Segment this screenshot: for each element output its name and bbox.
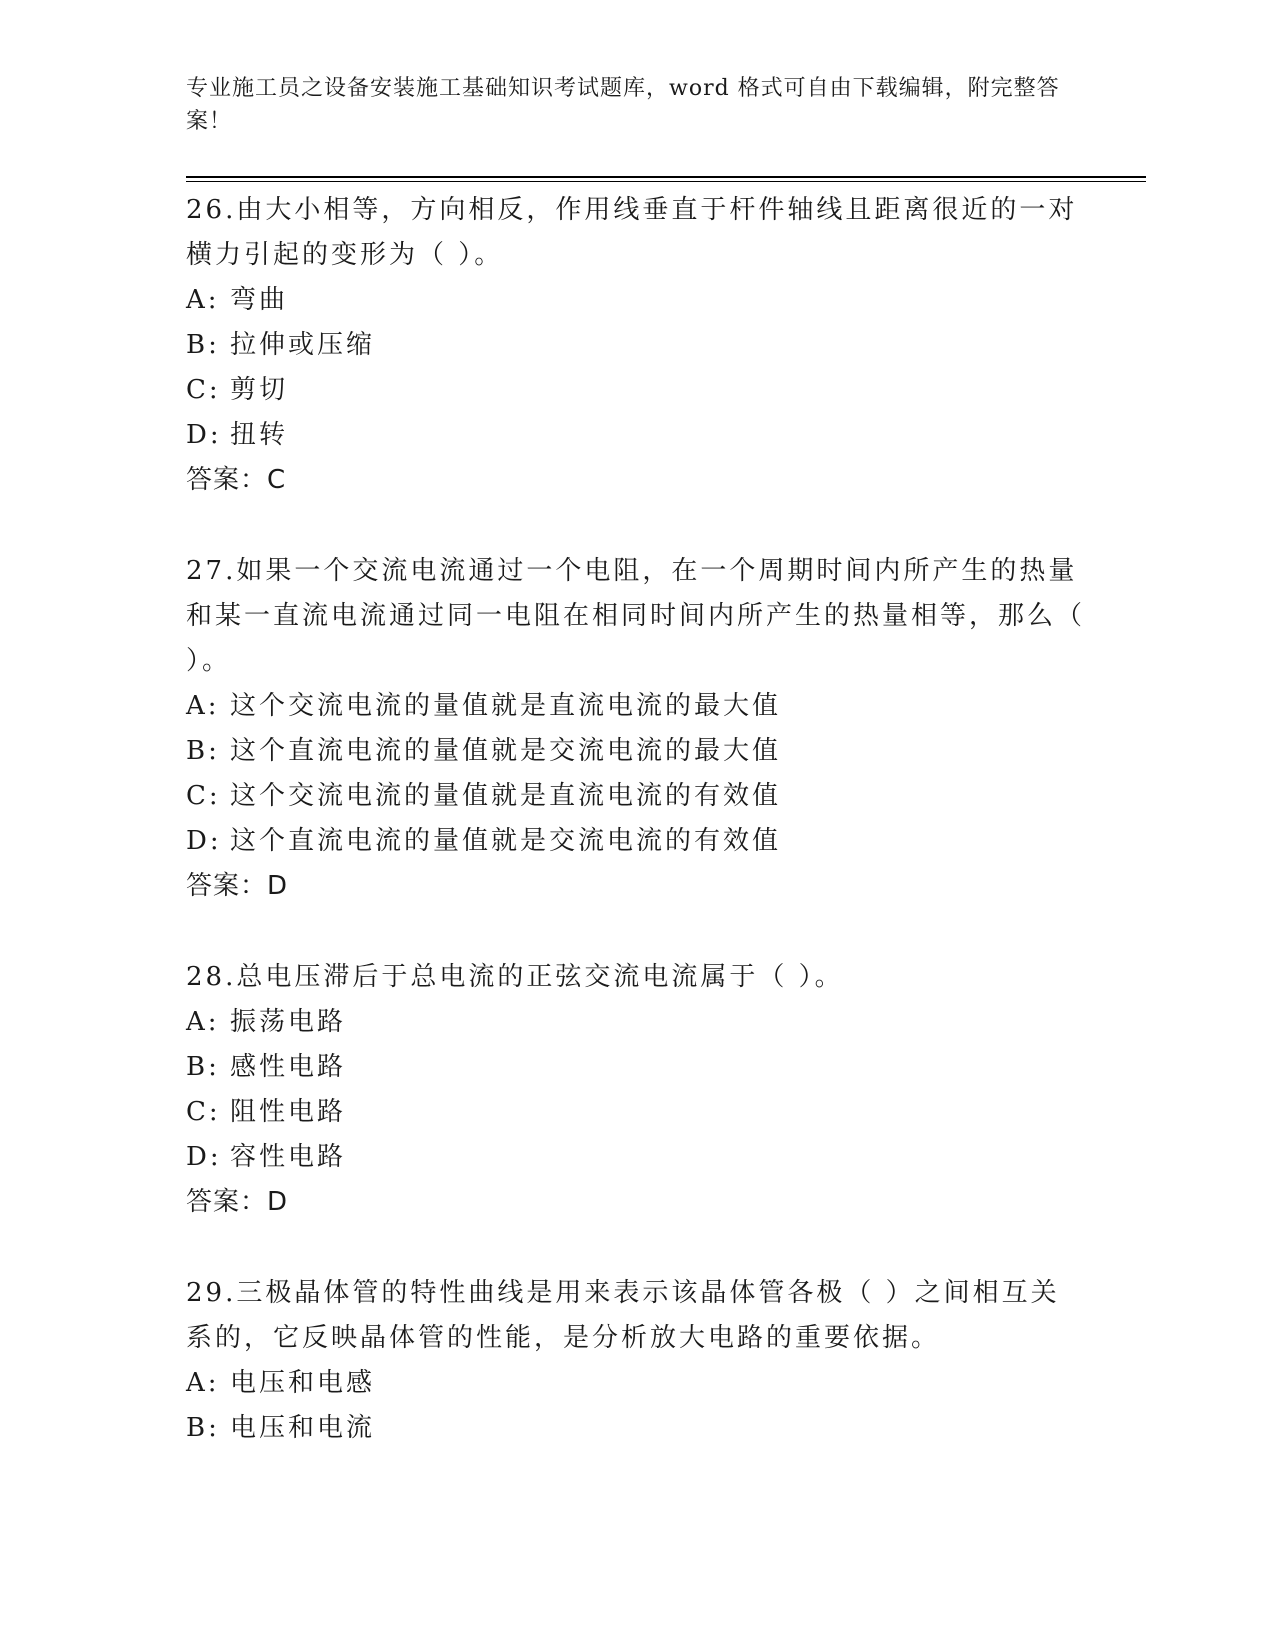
option-key: A: xyxy=(186,1368,220,1398)
option-a xyxy=(186,1000,1086,1045)
header-rule-thick xyxy=(186,176,1146,178)
option-key: B: xyxy=(186,736,220,766)
option-text: 振荡电路 xyxy=(230,1007,347,1037)
option-text: 剪切 xyxy=(230,375,289,405)
question-list xyxy=(186,188,1086,1451)
option-c xyxy=(186,1090,1086,1135)
option-b xyxy=(186,1406,1086,1451)
option-key: C: xyxy=(186,375,221,405)
option-a xyxy=(186,684,1086,729)
option-text: 阻性电路 xyxy=(230,1097,347,1127)
answer-line: 答案：D xyxy=(186,1187,289,1217)
option-text: 感性电路 xyxy=(230,1052,347,1082)
option-c xyxy=(186,368,1086,413)
option-key: A: xyxy=(186,1007,220,1037)
option-key: D: xyxy=(186,1142,222,1172)
option-text: 容性电路 xyxy=(230,1142,347,1172)
question-26 xyxy=(186,188,1086,503)
answer-line: 答案：D xyxy=(186,871,289,901)
option-key: B: xyxy=(186,1413,220,1443)
answer-line: 答案：C xyxy=(186,465,287,495)
question-stem: 26.由大小相等，方向相反，作用线垂直于杆件轴线且距离很近的一对横力引起的变形为（ ）。 xyxy=(186,195,1078,270)
option-key: D: xyxy=(186,826,222,856)
option-b xyxy=(186,1045,1086,1090)
option-key: D: xyxy=(186,420,222,450)
option-text: 这个直流电流的量值就是交流电流的最大值 xyxy=(230,736,782,766)
option-a xyxy=(186,1361,1086,1406)
question-stem: 28.总电压滞后于总电流的正弦交流电流属于（ ）。 xyxy=(186,962,844,992)
question-27 xyxy=(186,549,1086,909)
option-key: B: xyxy=(186,1052,220,1082)
option-key: C: xyxy=(186,1097,221,1127)
option-text: 这个交流电流的量值就是直流电流的最大值 xyxy=(230,691,782,721)
option-b xyxy=(186,729,1086,774)
option-text: 弯曲 xyxy=(230,285,289,315)
option-c xyxy=(186,774,1086,819)
header-rule-thin xyxy=(186,181,1146,182)
option-text: 这个直流电流的量值就是交流电流的有效值 xyxy=(230,826,782,856)
option-key: B: xyxy=(186,330,220,360)
option-b xyxy=(186,323,1086,368)
option-a xyxy=(186,278,1086,323)
question-spacer xyxy=(186,909,1086,955)
option-key: A: xyxy=(186,285,220,315)
question-28 xyxy=(186,955,1086,1225)
document-header: 专业施工员之设备安装施工基础知识考试题库，word 格式可自由下载编辑，附完整答案！ xyxy=(186,76,1060,134)
option-key: A: xyxy=(186,691,220,721)
question-stem: 29.三极晶体管的特性曲线是用来表示该晶体管各极（ ）之间相互关系的，它反映晶体管的性能，是分析放大电路的重要依据。 xyxy=(186,1278,1060,1353)
option-text: 这个交流电流的量值就是直流电流的有效值 xyxy=(230,781,782,811)
option-text: 扭转 xyxy=(230,420,289,450)
option-d xyxy=(186,1135,1086,1180)
option-d xyxy=(186,413,1086,458)
question-spacer xyxy=(186,503,1086,549)
question-stem: 27.如果一个交流电流通过一个电阻，在一个周期时间内所产生的热量和某一直流电流通过同一电阻在相同时间内所产生的热量相等，那么（ ）。 xyxy=(186,556,1086,676)
question-29 xyxy=(186,1271,1086,1451)
option-text: 电压和电流 xyxy=(230,1413,376,1443)
option-text: 拉伸或压缩 xyxy=(230,330,376,360)
question-spacer xyxy=(186,1225,1086,1271)
option-key: C: xyxy=(186,781,221,811)
option-d xyxy=(186,819,1086,864)
option-text: 电压和电感 xyxy=(230,1368,376,1398)
